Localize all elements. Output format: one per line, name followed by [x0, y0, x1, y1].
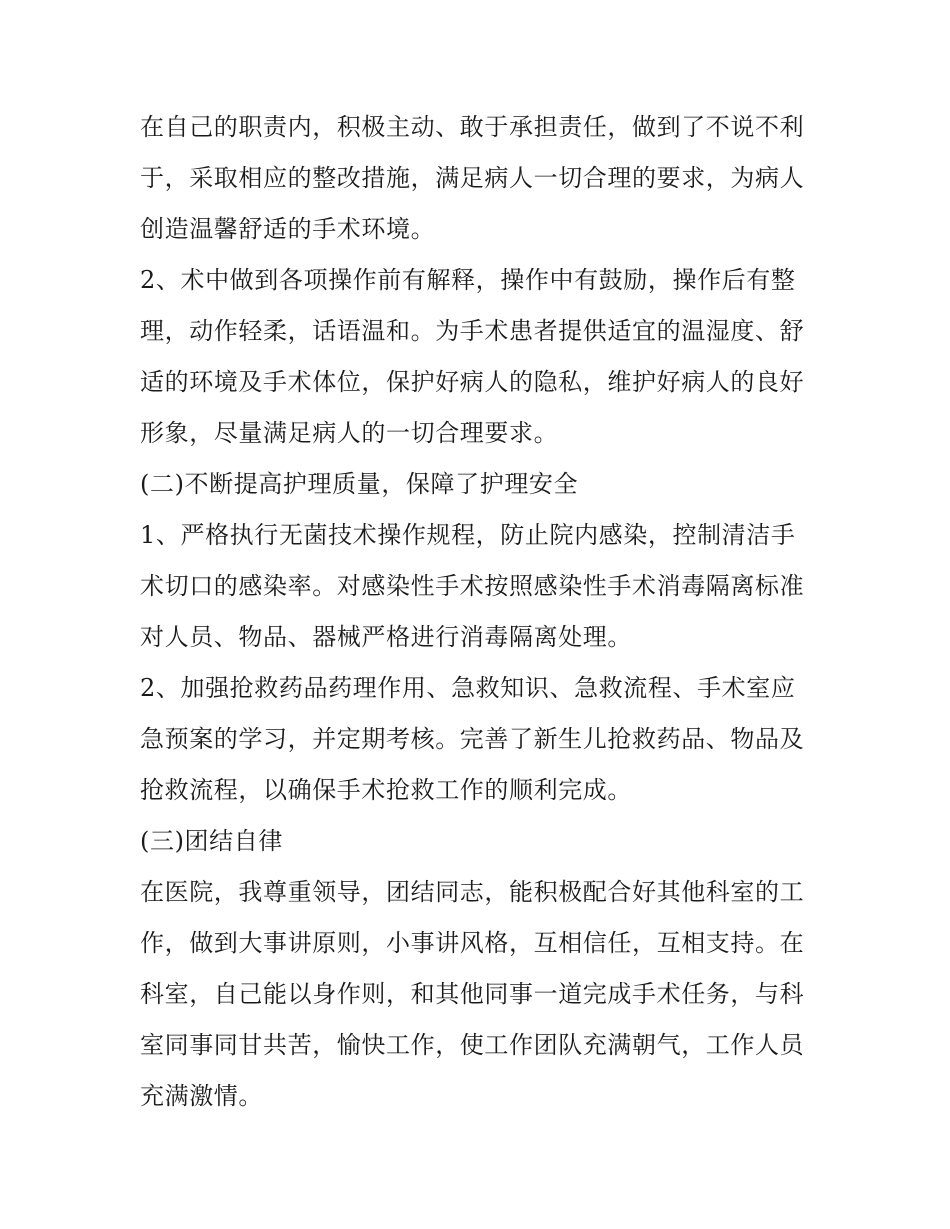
text-line: 2、术中做到各项操作前有解释，操作中有鼓励，操作后有整: [140, 266, 796, 294]
text-line: 抢救流程，以确保手术抢救工作的顺利完成。: [140, 776, 632, 804]
document-body: [140, 102, 820, 1122]
text-line: 1、严格执行无菌技术操作规程，防止院内感染，控制清洁手: [140, 521, 796, 549]
text-line: 充满激情。: [140, 1082, 263, 1110]
text-line: 术切口的感染率。对感染性手术按照感染性手术消毒隔离标准: [140, 572, 805, 600]
text-line: 形象，尽量满足病人的一切合理要求。: [140, 419, 559, 447]
section-heading-unity: [140, 816, 820, 867]
text-line: 科室，自己能以身作则，和其他同事一道完成手术任务，与科: [140, 980, 805, 1008]
text-line: 作，做到大事讲原则，小事讲风格，互相信任，互相支持。在: [140, 929, 805, 957]
text-line: 在医院，我尊重领导，团结同志，能积极配合好其他科室的工: [140, 878, 805, 906]
section-heading-quality: [140, 459, 820, 510]
paragraph-item-1-aseptic: [140, 510, 820, 663]
text-line: 急预案的学习，并定期考核。完善了新生儿抢救药品、物品及: [140, 725, 805, 753]
paragraph-item-2-emergency: [140, 663, 820, 816]
text-line: 于，采取相应的整改措施，满足病人一切合理的要求，为病人: [140, 164, 805, 192]
text-line: 2、加强抢救药品药理作用、急救知识、急救流程、手术室应: [140, 674, 796, 702]
text-line: 理，动作轻柔，话语温和。为手术患者提供适宜的温湿度、舒: [140, 317, 805, 345]
paragraph-responsibility-cont: [140, 102, 820, 255]
paragraph-teamwork: [140, 867, 820, 1122]
paragraph-item-2-intraop: [140, 255, 820, 459]
text-line: 在自己的职责内，积极主动、敢于承担责任，做到了不说不利: [140, 113, 805, 141]
text-line: 适的环境及手术体位，保护好病人的隐私，维护好病人的良好: [140, 368, 805, 396]
text-line: 创造温馨舒适的手术环境。: [140, 215, 436, 243]
section-heading-text: (二)不断提高护理质量，保障了护理安全: [140, 470, 579, 498]
text-line: 室同事同甘共苦，愉快工作，使工作团队充满朝气，工作人员: [140, 1031, 805, 1059]
text-line: 对人员、物品、器械严格进行消毒隔离处理。: [140, 623, 632, 651]
section-heading-text: (三)团结自律: [140, 827, 283, 855]
